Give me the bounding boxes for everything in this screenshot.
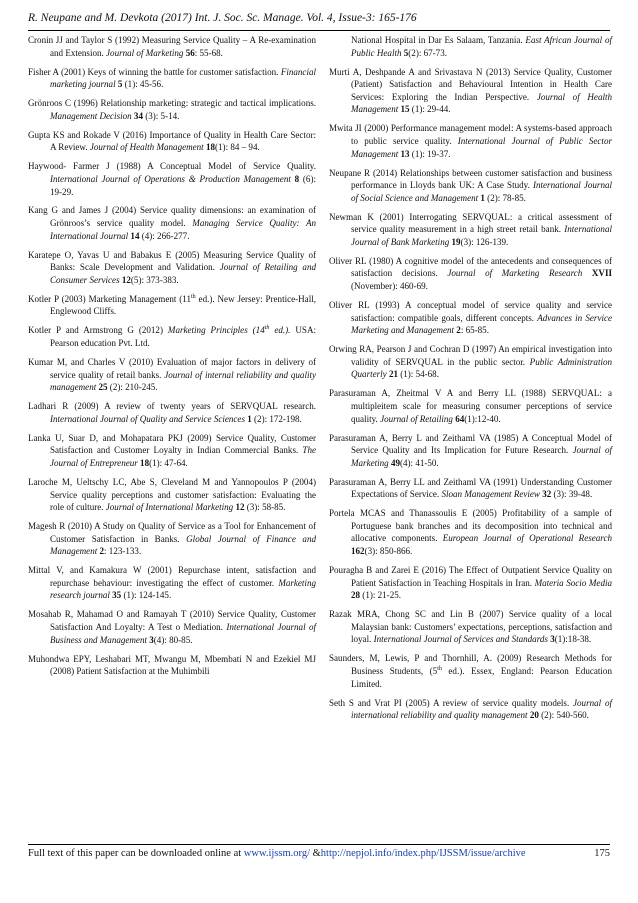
reference-entry: Mwita JI (2000) Performance management model: A systems-based approach to public service quality. International Journal of Public Sector Management 13 (1): 19-37. bbox=[329, 123, 612, 159]
reference-entry: Lanka U, Suar D, and Mohapatara PKJ (2009) Service Quality, Customer Satisfaction and Customer Loyalty in Indian Commercial Banks. The Journal of Entrepreneur 18(1): 47-64. bbox=[28, 432, 316, 468]
footer-divider bbox=[28, 844, 610, 845]
reference-entry: Grönroos C (1996) Relationship marketing: strategic and tactical implications. Management Decision 34 (3): 5-14. bbox=[28, 98, 316, 121]
reference-entry: Oliver RL (1980) A cognitive model of the antecedents and consequences of satisfaction decisions. Journal of Marketing Research XVII (November): 460-69. bbox=[329, 255, 612, 292]
reference-entry: Portela MCAS and Thanassoulis E (2005) Profitability of a sample of Portuguese bank branches and its decomposition into technical and allocative components. European Journal of Operational Research 162(3): 850-866. bbox=[329, 508, 613, 557]
reference-entry: Mittal V, and Kamakura W (2001) Repurchase intent, satisfaction and repurchase behaviour: investigating the effect of customer. Marketing research journal 35 (1): 124-145. bbox=[28, 565, 316, 601]
footer-prefix: Full text of this paper can be downloaded online at bbox=[28, 848, 244, 859]
reference-entry: Fisher A (2001) Keys of winning the battle for customer satisfaction. Financial marketing journal 5 (1): 45-56. bbox=[28, 66, 316, 90]
reference-entry: Neupane R (2014) Relationships between customer satisfaction and business performance in Lloyds bank UK: A Case Study. International Journal of Social Science and Management 1 (2): 78-85. bbox=[329, 167, 612, 203]
references-left-column bbox=[28, 34, 316, 684]
running-header bbox=[28, 12, 610, 24]
reference-entry: Parasuraman A, Zheitmal V A and Berry LL (1988) SERVQUAL: a multipleitem scale for measuring consumer perceptions of service quality. Journal of Retailing 64(1):12-40. bbox=[329, 388, 612, 424]
running-title: R. Neupane and M. Devkota (2017) Int. J. Soc. Sc. Manage. Vol. 4, Issue-3: 165-176 bbox=[28, 12, 417, 24]
reference-entry: Murti A, Deshpande A and Srivastava N (2013) Service Quality, Customer (Patient) Satisfaction and Behavioural Intention in Health Care Services: Exploring the Indian Perspective. Journal of Health Management 15 (1): 29-44. bbox=[329, 66, 613, 115]
header-divider bbox=[28, 30, 610, 31]
reference-entry: Saunders, M, Lewis, P and Thornhill, A. (2009) Research Methods for Business Students, (5th ed.). Essex, England: Pearson Education Limited. bbox=[329, 653, 612, 689]
reference-entry: Mosahab R, Mahamad O and Ramayah T (2010) Service Quality, Customer Satisfaction And Loyalty: A Test o Mediation. International Journal of Business and Management 3(4): 80-85. bbox=[28, 609, 316, 645]
reference-entry: Newman K (2001) Interrogating SERVQUAL: a critical assessment of service quality measurement in a high street retail bank. International Journal of Bank Marketing 19(3): 126-139. bbox=[329, 211, 612, 247]
reference-entry: Cronin JJ and Taylor S (1992) Measuring Service Quality – A Re-examination and Extension. Journal of Marketing 56: 55-68. bbox=[28, 35, 316, 58]
reference-entry: Haywood- Farmer J (1988) A Conceptual Model of Service Quality. International Journal of Operations & Production Management 8 (6): 19-29. bbox=[28, 161, 316, 197]
footer-mid: & bbox=[310, 848, 321, 859]
reference-entry: Gupta KS and Rokade V (2016) Importance of Quality in Health Care Sector: A Review. Journal of Health Management 18(1): 84 – 94. bbox=[28, 129, 316, 153]
footer-link-ijssm[interactable]: www.ijssm.org/ bbox=[243, 848, 310, 859]
reference-entry: Karatepe O, Yavas U and Babakus E (2005) Measuring Service Quality of Banks: Scale Development and Validation. Journal of Retailing and Consumer Services 12(5): 373-383. bbox=[28, 249, 317, 285]
references-right-column bbox=[329, 34, 612, 728]
reference-entry: Pouragha B and Zarei E (2016) The Effect of Outpatient Service Quality on Patient Satisfaction in Teaching Hospitals in Iran. Materia Socio Media 28 (1): 21-25. bbox=[329, 565, 612, 601]
footer-text bbox=[28, 848, 526, 859]
reference-entry: Seth S and Vrat PI (2005) A review of service quality models. Journal of international reliability and quality management 20 (2): 540-560. bbox=[329, 697, 612, 721]
reference-entry: Oliver RL (1993) A conceptual model of service quality and service satisfaction: compatible goals, different concepts. Advances in Service Marketing and Management 2: 65-85. bbox=[329, 300, 613, 336]
reference-entry: Kang G and James J (2004) Service quality dimensions: an examination of Grönroos’s service quality model. Managing Service Quality: An International Journal 14 (4): 266-277. bbox=[28, 205, 316, 241]
reference-entry: National Hospital in Dar Es Salaam, Tanzania. East African Journal of Public Health 5(2): 67-73. bbox=[351, 35, 612, 58]
reference-entry: Parasuraman A, Berry L and Zeithaml VA (1985) A Conceptual Model of Service Quality and Its Implication for Future Research. Journal of Marketing 49(4): 41-50. bbox=[329, 432, 612, 468]
page-number: 175 bbox=[594, 848, 610, 859]
reference-entry: Magesh R (2010) A Study on Quality of Service as a Tool for Enhancement of Customer Satisfaction in Banks. Global Journal of Finance and Management 2: 123-133. bbox=[28, 521, 316, 557]
reference-entry: Kotler P (2003) Marketing Management (11th ed.). New Jersey: Prentice-Hall, Englewood Cliffs. bbox=[28, 293, 316, 317]
footer-link-nepjol[interactable]: http://nepjol.info/index.php/IJSSM/issue/archive bbox=[320, 848, 526, 859]
reference-entry: Laroche M, Ueltschy LC, Abe S, Cleveland M and Yannopoulos P (2004) Service quality perceptions and customer satisfaction: Evaluating the role of culture. Journal of International Marketing 12 (3): 58-85. bbox=[28, 476, 316, 513]
reference-entry: Muhondwa EPY, Leshabari MT, Mwangu M, Mbembati N and Ezekiel MJ (2008) Patient Satisfaction at the Muhimbili bbox=[28, 653, 316, 677]
reference-entry: Razak MRA, Chong SC and Lin B (2007) Service quality of a local Malaysian bank: Customers’ expectations, perceptions, satisfaction and loyal. International Journal of Services and Standards 3(1):18-38. bbox=[329, 609, 612, 645]
reference-entry: Orwing RA, Pearson J and Cochran D (1997) An empirical investigation into validity of SERVQUAL in the public sector. Public Administration Quarterly 21 (1): 54-68. bbox=[329, 344, 613, 380]
reference-entry: Kumar M, and Charles V (2010) Evaluation of major factors in delivery of service quality of retail banks. Journal of internal reliability and quality management 25 (2): 210-245. bbox=[28, 356, 316, 393]
page-footer bbox=[28, 848, 610, 859]
reference-entry: Parasuraman A, Berry LL and Zeithaml VA (1991) Understanding Customer Expectations of Service. Sloan Management Review 32 (3): 39-48. bbox=[329, 476, 612, 500]
reference-entry: Ladhari R (2009) A review of twenty years of SERVQUAL research. International Journal of Quality and Service Sciences 1 (2): 172-198. bbox=[28, 401, 316, 424]
reference-entry: Kotler P and Armstrong G (2012) Marketing Principles (14th ed.). USA: Pearson education Pvt. Ltd. bbox=[28, 325, 316, 348]
